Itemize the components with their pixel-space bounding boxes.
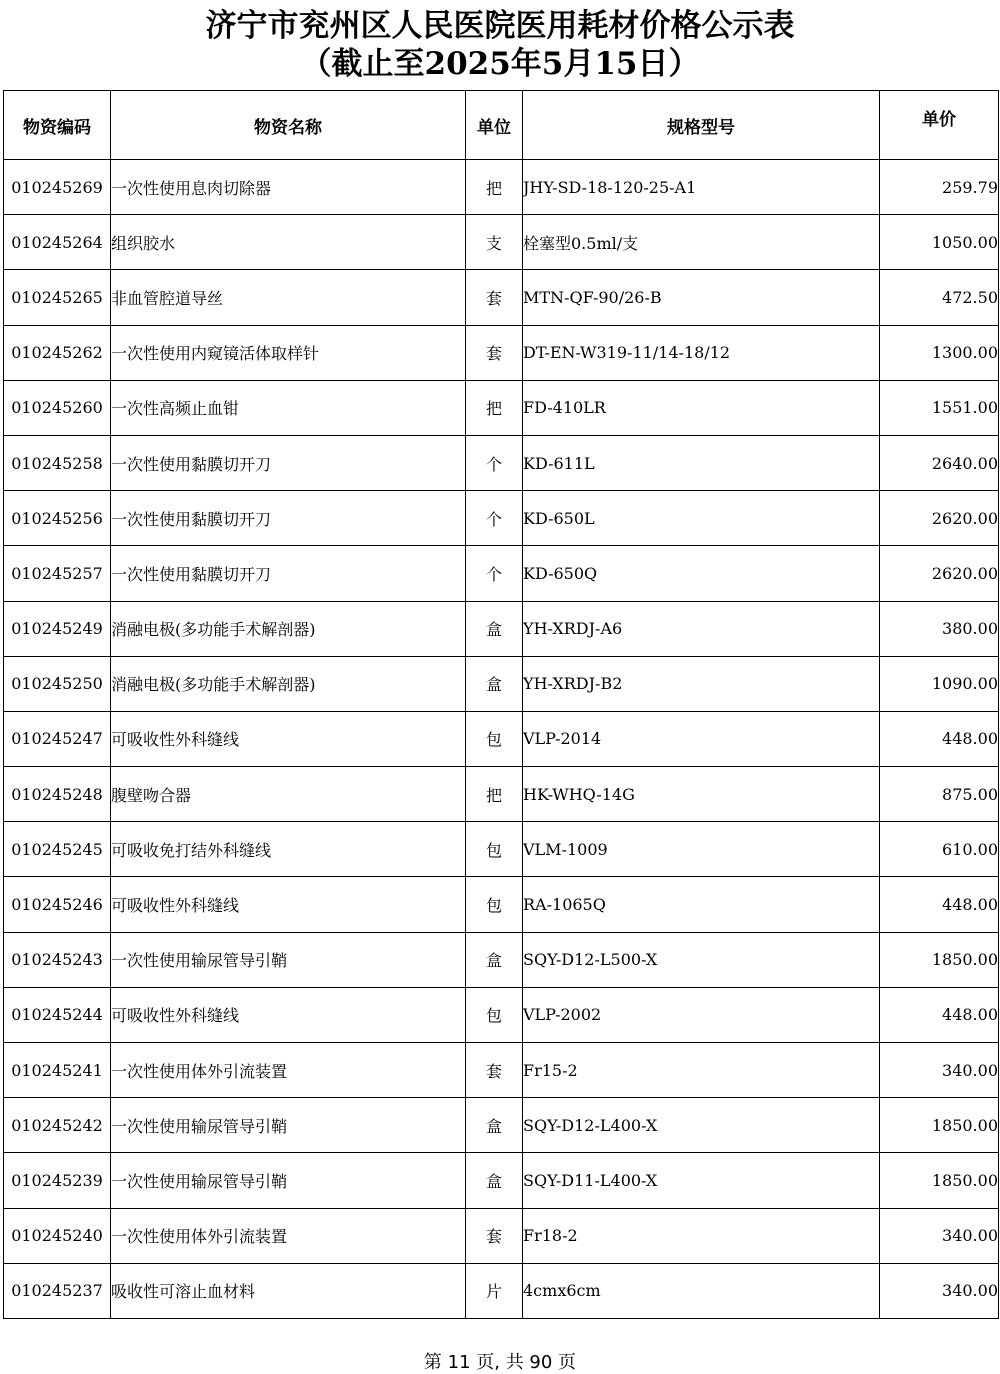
table-row xyxy=(4,270,999,325)
item-unit-cell: 套 xyxy=(466,270,523,325)
page-number: 第 11 页, 共 90 页 xyxy=(423,1352,577,1373)
item-price-cell: 2620.00 xyxy=(880,546,999,601)
item-name-cell: 一次性使用内窥镜活体取样针 xyxy=(111,325,466,380)
item-price-cell: 448.00 xyxy=(880,877,999,932)
item-name-cell: 一次性使用体外引流装置 xyxy=(111,1208,466,1263)
item-unit-cell: 盒 xyxy=(466,601,523,656)
item-code-cell: 010245258 xyxy=(4,435,111,490)
item-unit-cell: 套 xyxy=(466,1043,523,1098)
item-price-cell: 1090.00 xyxy=(880,656,999,711)
item-price-cell: 340.00 xyxy=(880,1208,999,1263)
item-spec-cell: SQY-D11-L400-X xyxy=(523,1153,880,1208)
column-header-spec: 规格型号 xyxy=(523,91,880,160)
item-name-cell: 可吸收性外科缝线 xyxy=(111,877,466,932)
table-header-row xyxy=(4,91,999,160)
item-spec-cell: JHY-SD-18-120-25-A1 xyxy=(523,160,880,215)
item-unit-cell: 把 xyxy=(466,767,523,822)
item-name-cell: 一次性使用输尿管导引鞘 xyxy=(111,932,466,987)
item-unit-cell: 包 xyxy=(466,711,523,766)
item-name-cell: 一次性使用黏膜切开刀 xyxy=(111,435,466,490)
item-spec-cell: KD-650L xyxy=(523,491,880,546)
item-unit-cell: 套 xyxy=(466,325,523,380)
item-unit-cell: 个 xyxy=(466,435,523,490)
item-name-cell: 非血管腔道导丝 xyxy=(111,270,466,325)
item-unit-cell: 片 xyxy=(466,1263,523,1318)
item-spec-cell: 4cmx6cm xyxy=(523,1263,880,1318)
table-row xyxy=(4,1098,999,1153)
item-name-cell: 一次性使用黏膜切开刀 xyxy=(111,546,466,601)
item-code-cell: 010245246 xyxy=(4,877,111,932)
item-spec-cell: Fr18-2 xyxy=(523,1208,880,1263)
item-code-cell: 010245265 xyxy=(4,270,111,325)
item-spec-cell: RA-1065Q xyxy=(523,877,880,932)
item-unit-cell: 套 xyxy=(466,1208,523,1263)
item-price-cell: 1850.00 xyxy=(880,932,999,987)
item-spec-cell: KD-611L xyxy=(523,435,880,490)
table-row xyxy=(4,711,999,766)
item-name-cell: 可吸收性外科缝线 xyxy=(111,987,466,1042)
item-spec-cell: VLP-2002 xyxy=(523,987,880,1042)
item-name-cell: 腹壁吻合器 xyxy=(111,767,466,822)
item-price-cell: 875.00 xyxy=(880,767,999,822)
table-row xyxy=(4,932,999,987)
item-unit-cell: 包 xyxy=(466,822,523,877)
item-code-cell: 010245249 xyxy=(4,601,111,656)
item-name-cell: 一次性使用体外引流装置 xyxy=(111,1043,466,1098)
table-row xyxy=(4,822,999,877)
item-code-cell: 010245239 xyxy=(4,1153,111,1208)
item-price-cell: 1850.00 xyxy=(880,1098,999,1153)
item-spec-cell: SQY-D12-L500-X xyxy=(523,932,880,987)
item-spec-cell: YH-XRDJ-B2 xyxy=(523,656,880,711)
item-name-cell: 消融电极(多功能手术解剖器) xyxy=(111,601,466,656)
table-row xyxy=(4,1208,999,1263)
item-unit-cell: 个 xyxy=(466,491,523,546)
item-name-cell: 组织胶水 xyxy=(111,215,466,270)
item-code-cell: 010245243 xyxy=(4,932,111,987)
table-row xyxy=(4,601,999,656)
item-code-cell: 010245262 xyxy=(4,325,111,380)
table-row xyxy=(4,546,999,601)
price-table xyxy=(3,90,999,1319)
item-unit-cell: 盒 xyxy=(466,1153,523,1208)
page-subtitle-date: （截止至2025年5月15日） xyxy=(300,46,700,82)
table-row xyxy=(4,491,999,546)
column-header-name: 物资名称 xyxy=(111,91,466,160)
item-unit-cell: 包 xyxy=(466,877,523,932)
item-name-cell: 可吸收性外科缝线 xyxy=(111,711,466,766)
item-unit-cell: 把 xyxy=(466,160,523,215)
item-code-cell: 010245244 xyxy=(4,987,111,1042)
table-row xyxy=(4,987,999,1042)
item-unit-cell: 把 xyxy=(466,380,523,435)
item-price-cell: 2620.00 xyxy=(880,491,999,546)
item-code-cell: 010245264 xyxy=(4,215,111,270)
table-body xyxy=(4,160,999,1319)
item-unit-cell: 支 xyxy=(466,215,523,270)
item-price-cell: 1300.00 xyxy=(880,325,999,380)
item-spec-cell: MTN-QF-90/26-B xyxy=(523,270,880,325)
item-price-cell: 1050.00 xyxy=(880,215,999,270)
item-spec-cell: VLP-2014 xyxy=(523,711,880,766)
item-price-cell: 472.50 xyxy=(880,270,999,325)
table-row xyxy=(4,1043,999,1098)
item-name-cell: 一次性使用输尿管导引鞘 xyxy=(111,1098,466,1153)
table-row xyxy=(4,1263,999,1318)
item-price-cell: 340.00 xyxy=(880,1043,999,1098)
table-row xyxy=(4,325,999,380)
table-row xyxy=(4,1153,999,1208)
item-unit-cell: 个 xyxy=(466,546,523,601)
item-name-cell: 吸收性可溶止血材料 xyxy=(111,1263,466,1318)
table-row xyxy=(4,877,999,932)
item-unit-cell: 包 xyxy=(466,987,523,1042)
item-spec-cell: YH-XRDJ-A6 xyxy=(523,601,880,656)
page-title: 济宁市兖州区人民医院医用耗材价格公示表 xyxy=(205,8,795,44)
item-spec-cell: DT-EN-W319-11/14-18/12 xyxy=(523,325,880,380)
item-price-cell: 448.00 xyxy=(880,987,999,1042)
item-price-cell: 2640.00 xyxy=(880,435,999,490)
item-spec-cell: KD-650Q xyxy=(523,546,880,601)
column-header-unit: 单位 xyxy=(466,91,523,160)
item-code-cell: 010245245 xyxy=(4,822,111,877)
item-unit-cell: 盒 xyxy=(466,932,523,987)
item-price-cell: 610.00 xyxy=(880,822,999,877)
item-code-cell: 010245257 xyxy=(4,546,111,601)
item-unit-cell: 盒 xyxy=(466,1098,523,1153)
item-spec-cell: HK-WHQ-14G xyxy=(523,767,880,822)
item-spec-cell: VLM-1009 xyxy=(523,822,880,877)
item-code-cell: 010245248 xyxy=(4,767,111,822)
item-code-cell: 010245250 xyxy=(4,656,111,711)
table-row xyxy=(4,215,999,270)
item-price-cell: 1551.00 xyxy=(880,380,999,435)
item-name-cell: 一次性使用息肉切除器 xyxy=(111,160,466,215)
item-code-cell: 010245240 xyxy=(4,1208,111,1263)
item-name-cell: 一次性使用输尿管导引鞘 xyxy=(111,1153,466,1208)
table-row xyxy=(4,380,999,435)
table-row xyxy=(4,160,999,215)
item-code-cell: 010245260 xyxy=(4,380,111,435)
item-price-cell: 448.00 xyxy=(880,711,999,766)
item-price-cell: 259.79 xyxy=(880,160,999,215)
item-price-cell: 1850.00 xyxy=(880,1153,999,1208)
item-spec-cell: SQY-D12-L400-X xyxy=(523,1098,880,1153)
item-spec-cell: Fr15-2 xyxy=(523,1043,880,1098)
item-name-cell: 一次性使用黏膜切开刀 xyxy=(111,491,466,546)
item-price-cell: 340.00 xyxy=(880,1263,999,1318)
item-spec-cell: 栓塞型0.5ml/支 xyxy=(523,215,880,270)
table-row xyxy=(4,656,999,711)
item-code-cell: 010245256 xyxy=(4,491,111,546)
item-name-cell: 可吸收免打结外科缝线 xyxy=(111,822,466,877)
item-price-cell: 380.00 xyxy=(880,601,999,656)
item-name-cell: 消融电极(多功能手术解剖器) xyxy=(111,656,466,711)
table-row xyxy=(4,435,999,490)
column-header-price: 单价 xyxy=(880,91,999,160)
item-code-cell: 010245237 xyxy=(4,1263,111,1318)
item-code-cell: 010245241 xyxy=(4,1043,111,1098)
item-code-cell: 010245269 xyxy=(4,160,111,215)
table-row xyxy=(4,767,999,822)
item-unit-cell: 盒 xyxy=(466,656,523,711)
item-spec-cell: FD-410LR xyxy=(523,380,880,435)
item-code-cell: 010245247 xyxy=(4,711,111,766)
item-code-cell: 010245242 xyxy=(4,1098,111,1153)
item-name-cell: 一次性高频止血钳 xyxy=(111,380,466,435)
column-header-code: 物资编码 xyxy=(4,91,111,160)
